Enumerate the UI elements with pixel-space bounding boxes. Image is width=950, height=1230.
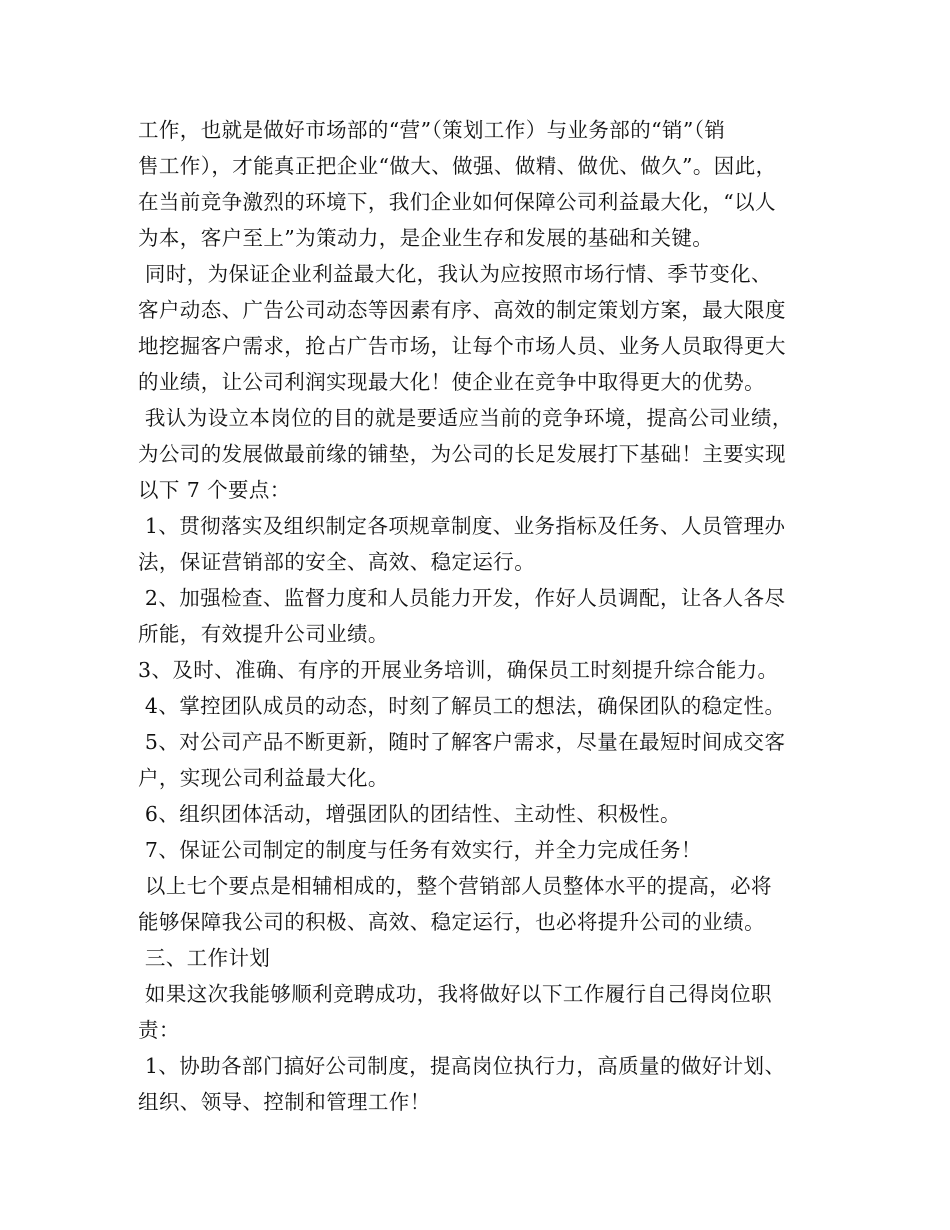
text-line: 为公司的发展做最前缘的铺垫，为公司的长足发展打下基础！主要实现 (138, 442, 786, 466)
text-line: 为本，客户至上”为策动力，是企业生存和发展的基础和关键。 (138, 226, 714, 250)
text-line: 售工作），才能真正把企业“做大、做强、做精、做优、做久”。因此， (138, 154, 777, 178)
text-line: 地挖掘客户需求，抢占广告市场，让每个市场人员、业务人员取得更大 (138, 334, 786, 358)
text-line: 在当前竞争激烈的环境下，我们企业如何保障公司利益最大化，“以人 (138, 190, 776, 214)
text-line: 6、组织团体活动，增强团队的团结性、主动性、积极性。 (138, 802, 681, 826)
text-line: 所能，有效提升公司业绩。 (138, 622, 389, 646)
text-line: 以下 7 个要点： (138, 478, 291, 502)
text-line: 客户动态、广告公司动态等因素有序、高效的制定策划方案，最大限度 (138, 298, 786, 322)
text-line: 如果这次我能够顺利竞聘成功，我将做好以下工作履行自己得岗位职 (138, 982, 772, 1006)
text-line: 能够保障我公司的积极、高效、稳定运行，也必将提升公司的业绩。 (138, 910, 765, 934)
text-line: 1、贯彻落实及组织制定各项规章制度、业务指标及任务、人员管理办 (138, 514, 786, 538)
text-line: 7、保证公司制定的制度与任务有效实行，并全力完成任务！ (138, 838, 702, 862)
section-heading: 三、工作计划 (138, 946, 271, 970)
text-line: 3、及时、准确、有序的开展业务培训，确保员工时刻提升综合能力。 (138, 658, 779, 682)
text-line: 责： (138, 1018, 180, 1042)
text-line: 2、加强检查、监督力度和人员能力开发，作好人员调配，让各人各尽 (138, 586, 786, 610)
text-line: 组织、领导、控制和管理工作！ (138, 1090, 431, 1114)
document-body (138, 112, 828, 1120)
text-line: 同时，为保证企业利益最大化，我认为应按照市场行情、季节变化、 (138, 262, 772, 286)
text-line: 5、对公司产品不断更新，随时了解客户需求，尽量在最短时间成交客 (138, 730, 786, 754)
text-line: 工作，也就是做好市场部的“营”（策划工作）与业务部的“销”（销 (138, 118, 726, 142)
text-line: 1、协助各部门搞好公司制度，提高岗位执行力，高质量的做好计划、 (138, 1054, 786, 1078)
text-line: 法，保证营销部的安全、高效、稳定运行。 (138, 550, 536, 574)
text-line: 4、掌控团队成员的动态，时刻了解员工的想法，确保团队的稳定性。 (138, 694, 786, 718)
text-line: 以上七个要点是相辅相成的，整个营销部人员整体水平的提高，必将 (138, 874, 772, 898)
text-line: 的业绩，让公司利润实现最大化！使企业在竞争中取得更大的优势。 (138, 370, 765, 394)
text-line: 户，实现公司利益最大化。 (138, 766, 389, 790)
text-line: 我认为设立本岗位的目的就是要适应当前的竞争环境，提高公司业绩， (138, 406, 793, 430)
